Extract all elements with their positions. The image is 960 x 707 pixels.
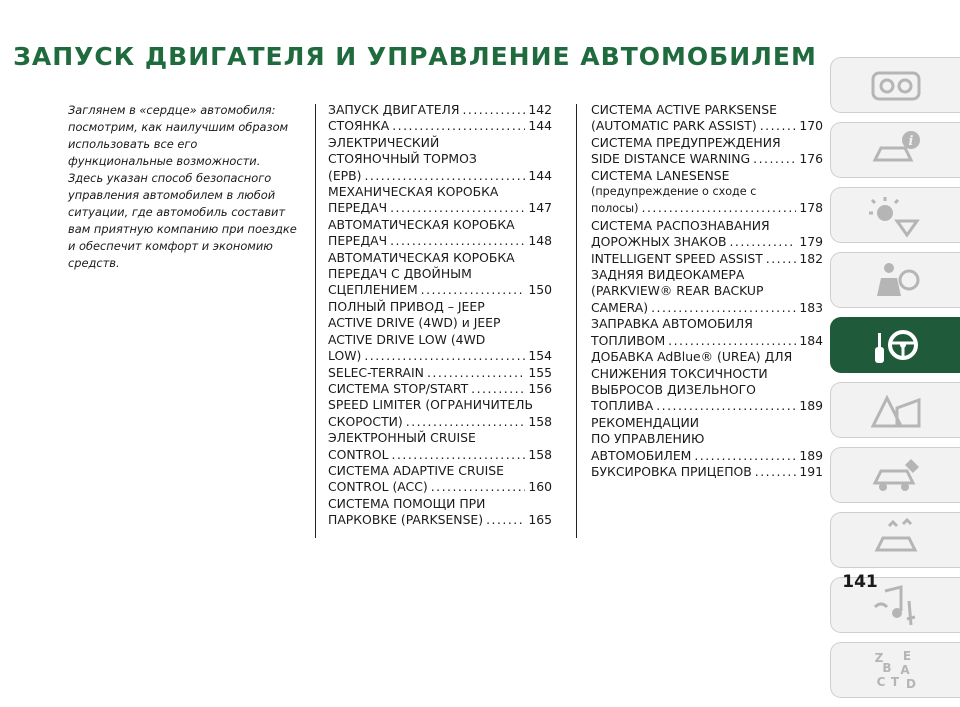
toc-entry-title: СКОРОСТИ)	[328, 413, 403, 429]
toc-page-number: 154	[528, 348, 552, 364]
toc-entry-title: БУКСИРОВКА ПРИЦЕПОВ	[591, 463, 752, 479]
toc-entry-title: ЗАПУСК ДВИГАТЕЛЯ	[328, 102, 460, 117]
index-letters-icon	[867, 646, 925, 694]
toc-entry-line: АВТОМАТИЧЕСКАЯ КОРОБКА	[328, 216, 515, 232]
intro-paragraph: Здесь указан способ безопасного управления автомобилем в любой ситуации, где автомобиль составит вам приятную компанию при поездке и обеспечит комфорт и экономию средств.	[68, 171, 297, 270]
dot-leader	[364, 168, 525, 184]
toc-entry-title: ПАРКОВКЕ (PARKSENSE)	[328, 512, 484, 528]
chapter-tab[interactable]	[830, 642, 960, 698]
dot-leader	[406, 414, 526, 430]
intro-text	[68, 102, 304, 272]
index-letter: D	[905, 677, 916, 691]
toc-entry[interactable]	[328, 118, 552, 134]
dot-leader	[642, 200, 797, 216]
index-letter: C	[876, 675, 885, 689]
toc-entry[interactable]	[328, 299, 552, 365]
toc-entry[interactable]	[328, 430, 552, 463]
toc-entry-line: ЗАДНЯЯ ВИДЕОКАМЕРА	[591, 267, 745, 283]
chapter-tab[interactable]	[830, 122, 960, 178]
toc-entry-title: СИСТЕМА STOP/START	[328, 380, 469, 396]
index-letter: T	[890, 675, 899, 689]
chapter-tab[interactable]	[830, 382, 960, 438]
dot-leader	[364, 348, 525, 364]
emergency-triangle-icon	[867, 386, 925, 434]
toc-entry[interactable]	[591, 349, 823, 415]
toc-entry-title: ПЕРЕДАЧ	[328, 200, 388, 216]
dot-leader	[431, 479, 526, 495]
toc-page-number: 178	[799, 200, 823, 216]
toc-entry[interactable]	[328, 250, 552, 299]
toc-page-number: 148	[528, 233, 552, 249]
toc-entry-line: МЕХАНИЧЕСКАЯ КОРОБКА	[328, 184, 499, 200]
toc-page-number: 144	[528, 118, 552, 134]
dot-leader	[668, 333, 796, 349]
toc-page-number: 150	[528, 282, 552, 298]
toc-entry[interactable]	[591, 415, 823, 464]
toc-entry[interactable]	[328, 102, 552, 118]
toc-entry-title: ТОПЛИВОМ	[591, 332, 666, 348]
toc-entry-line: ПО УПРАВЛЕНИЮ	[591, 431, 705, 447]
toc-entry-line: РЕКОМЕНДАЦИИ	[591, 414, 700, 430]
toc-page-number: 155	[528, 364, 552, 380]
toc-entry-line: ПЕРЕДАЧ С ДВОЙНЫМ	[328, 266, 472, 282]
toc-entry-line: ЭЛЕКТРИЧЕСКИЙ	[328, 134, 440, 150]
toc-entry-title: СТОЯНКА	[328, 118, 390, 134]
toc-entry-title: (AUTOMATIC PARK ASSIST)	[591, 118, 757, 134]
toc-entry[interactable]	[591, 251, 823, 267]
toc-page-number: 147	[528, 200, 552, 216]
toc-entry-line: ЭЛЕКТРОННЫЙ CRUISE	[328, 430, 476, 446]
page-number: 141	[842, 572, 878, 592]
toc-entry-line: (PARKVIEW® REAR BACKUP	[591, 283, 764, 299]
toc-entry-line: ВЫБРОСОВ ДИЗЕЛЬНОГО	[591, 381, 756, 397]
toc-entry-line: СИСТЕМА ADAPTIVE CRUISE	[328, 462, 504, 478]
toc-entry-title: АВТОМОБИЛЕМ	[591, 447, 692, 463]
toc-entry-line: СИСТЕМА LANESENSE	[591, 167, 730, 183]
toc-page-number: 160	[528, 479, 552, 495]
toc-entry-title: CONTROL	[328, 446, 389, 462]
toc-entry-line: SPEED LIMITER (ОГРАНИЧИТЕЛЬ	[328, 397, 533, 413]
toc-entry[interactable]	[591, 316, 823, 349]
index-letter: E	[902, 649, 911, 663]
toc-entry[interactable]	[328, 217, 552, 250]
intro-paragraph: Заглянем в «сердце» автомобиля: посмотрим, как наилучшим образом использовать все его функциональные возможности.	[68, 103, 289, 168]
toc-entry[interactable]	[328, 135, 552, 184]
toc-entry-title: ДОРОЖНЫХ ЗНАКОВ	[591, 234, 727, 250]
toc-page-number: 158	[528, 413, 552, 429]
toc-page-number: 184	[799, 332, 823, 348]
chapter-tab[interactable]	[830, 252, 960, 308]
toc-entry-line: СНИЖЕНИЯ ТОКСИЧНОСТИ	[591, 365, 768, 381]
page-title: ЗАПУСК ДВИГАТЕЛЯ И УПРАВЛЕНИЕ АВТОМОБИЛЕМ	[13, 42, 817, 71]
dot-leader	[486, 512, 525, 528]
toc-entry[interactable]	[328, 184, 552, 217]
toc-entry-title: INTELLIGENT SPEED ASSIST	[591, 250, 763, 266]
index-letter: Z	[874, 651, 883, 665]
toc-page-number: 158	[528, 446, 552, 462]
chapter-tab[interactable]	[830, 447, 960, 503]
toc-entry[interactable]	[328, 496, 552, 529]
key-steering-wheel-icon	[867, 321, 925, 369]
index-letter: A	[899, 663, 910, 677]
dot-leader	[462, 102, 525, 118]
toc-entry-line: СИСТЕМА РАСПОЗНАВАНИЯ	[591, 217, 770, 233]
index-letter: B	[881, 661, 892, 675]
dot-leader	[760, 118, 797, 134]
toc-page-number: 165	[528, 512, 552, 528]
toc-entry[interactable]	[591, 102, 823, 135]
toc-entry-line: СИСТЕМА ПОМОЩИ ПРИ	[328, 495, 486, 511]
dot-leader	[729, 234, 796, 250]
chapter-tab[interactable]	[830, 317, 960, 373]
toc-entry-title: LOW)	[328, 348, 362, 364]
toc-entry-title: SELEC-TERRAIN	[328, 364, 424, 380]
toc-entry[interactable]	[591, 464, 823, 480]
chapter-tabs	[830, 57, 960, 707]
toc-column-right	[591, 102, 823, 480]
maintenance-car-icon	[867, 451, 925, 499]
toc-entry-line: СИСТЕМА ПРЕДУПРЕЖДЕНИЯ	[591, 134, 781, 150]
dot-leader	[392, 118, 525, 134]
toc-entry-line: СИСТЕМА ACTIVE PARKSENSE	[591, 102, 777, 117]
toc-entry[interactable]	[328, 381, 552, 397]
toc-entry-line: ПОЛНЫЙ ПРИВОД – JEEP	[328, 298, 485, 314]
chapter-tab[interactable]	[830, 57, 960, 113]
toc-entry-title: CAMERA)	[591, 299, 649, 315]
toc-entry[interactable]	[591, 135, 823, 168]
dot-leader	[392, 447, 526, 463]
toc-entry-line: ДОБАВКА AdBlue® (UREA) ДЛЯ	[591, 349, 793, 365]
toc-entry-line: АВТОМАТИЧЕСКАЯ КОРОБКА	[328, 249, 515, 265]
toc-entry-line: ЗАПРАВКА АВТОМОБИЛЯ	[591, 316, 753, 332]
dot-leader	[651, 300, 796, 316]
dot-leader	[390, 200, 525, 216]
info-car-icon	[867, 126, 925, 174]
toc-page-number: 189	[799, 398, 823, 414]
toc-page-number: 156	[528, 380, 552, 396]
dot-leader	[427, 365, 525, 381]
toc-entry-title: (EPB)	[328, 167, 362, 183]
toc-entry-title: SIDE DISTANCE WARNING	[591, 151, 751, 167]
toc-entry[interactable]	[591, 267, 823, 316]
dot-leader	[656, 398, 796, 414]
toc-entry-line: ACTIVE DRIVE LOW (4WD	[328, 331, 486, 347]
toc-entry-line: (предупреждение о сходе с	[591, 185, 757, 199]
toc-entry-title: полосы)	[591, 202, 639, 216]
car-dashboard-icon	[867, 61, 925, 109]
warning-lights-icon	[867, 191, 925, 239]
chapter-tab[interactable]	[830, 512, 960, 568]
toc-page-number: 170	[799, 118, 823, 134]
dot-leader	[471, 381, 525, 397]
column-divider	[576, 104, 577, 538]
dot-leader	[753, 151, 796, 167]
toc-entry[interactable]	[328, 365, 552, 381]
toc-page-number: 189	[799, 447, 823, 463]
toc-entry-line: СТОЯНОЧНЫЙ ТОРМОЗ	[328, 151, 477, 167]
chapter-tab[interactable]	[830, 187, 960, 243]
toc-entry-title: CONTROL (ACC)	[328, 479, 428, 495]
dot-leader	[421, 282, 526, 298]
column-divider	[315, 104, 316, 538]
toc-page-number: 142	[528, 102, 552, 117]
dot-leader	[694, 448, 796, 464]
toc-entry-line: ACTIVE DRIVE (4WD) и JEEP	[328, 315, 501, 331]
toc-entry[interactable]	[328, 463, 552, 496]
toc-page-number: 176	[799, 151, 823, 167]
toc-entry[interactable]	[328, 397, 552, 430]
toc-page-number: 179	[799, 234, 823, 250]
toc-entry-title: ТОПЛИВА	[591, 398, 654, 414]
toc-entry-title: ПЕРЕДАЧ	[328, 233, 388, 249]
data-car-icon	[867, 516, 925, 564]
toc-column-left	[328, 102, 552, 529]
toc-entry[interactable]	[591, 218, 823, 251]
svg-text:i: i	[908, 134, 913, 149]
dot-leader	[766, 251, 797, 267]
toc-entry-title: СЦЕПЛЕНИЕМ	[328, 282, 418, 298]
toc-entry[interactable]	[591, 168, 823, 218]
toc-page-number: 144	[528, 167, 552, 183]
toc-page-number: 191	[799, 463, 823, 479]
toc-page-number: 182	[799, 250, 823, 266]
airbag-safety-icon	[867, 256, 925, 304]
dot-leader	[390, 233, 525, 249]
toc-page-number: 183	[799, 299, 823, 315]
dot-leader	[755, 464, 797, 480]
